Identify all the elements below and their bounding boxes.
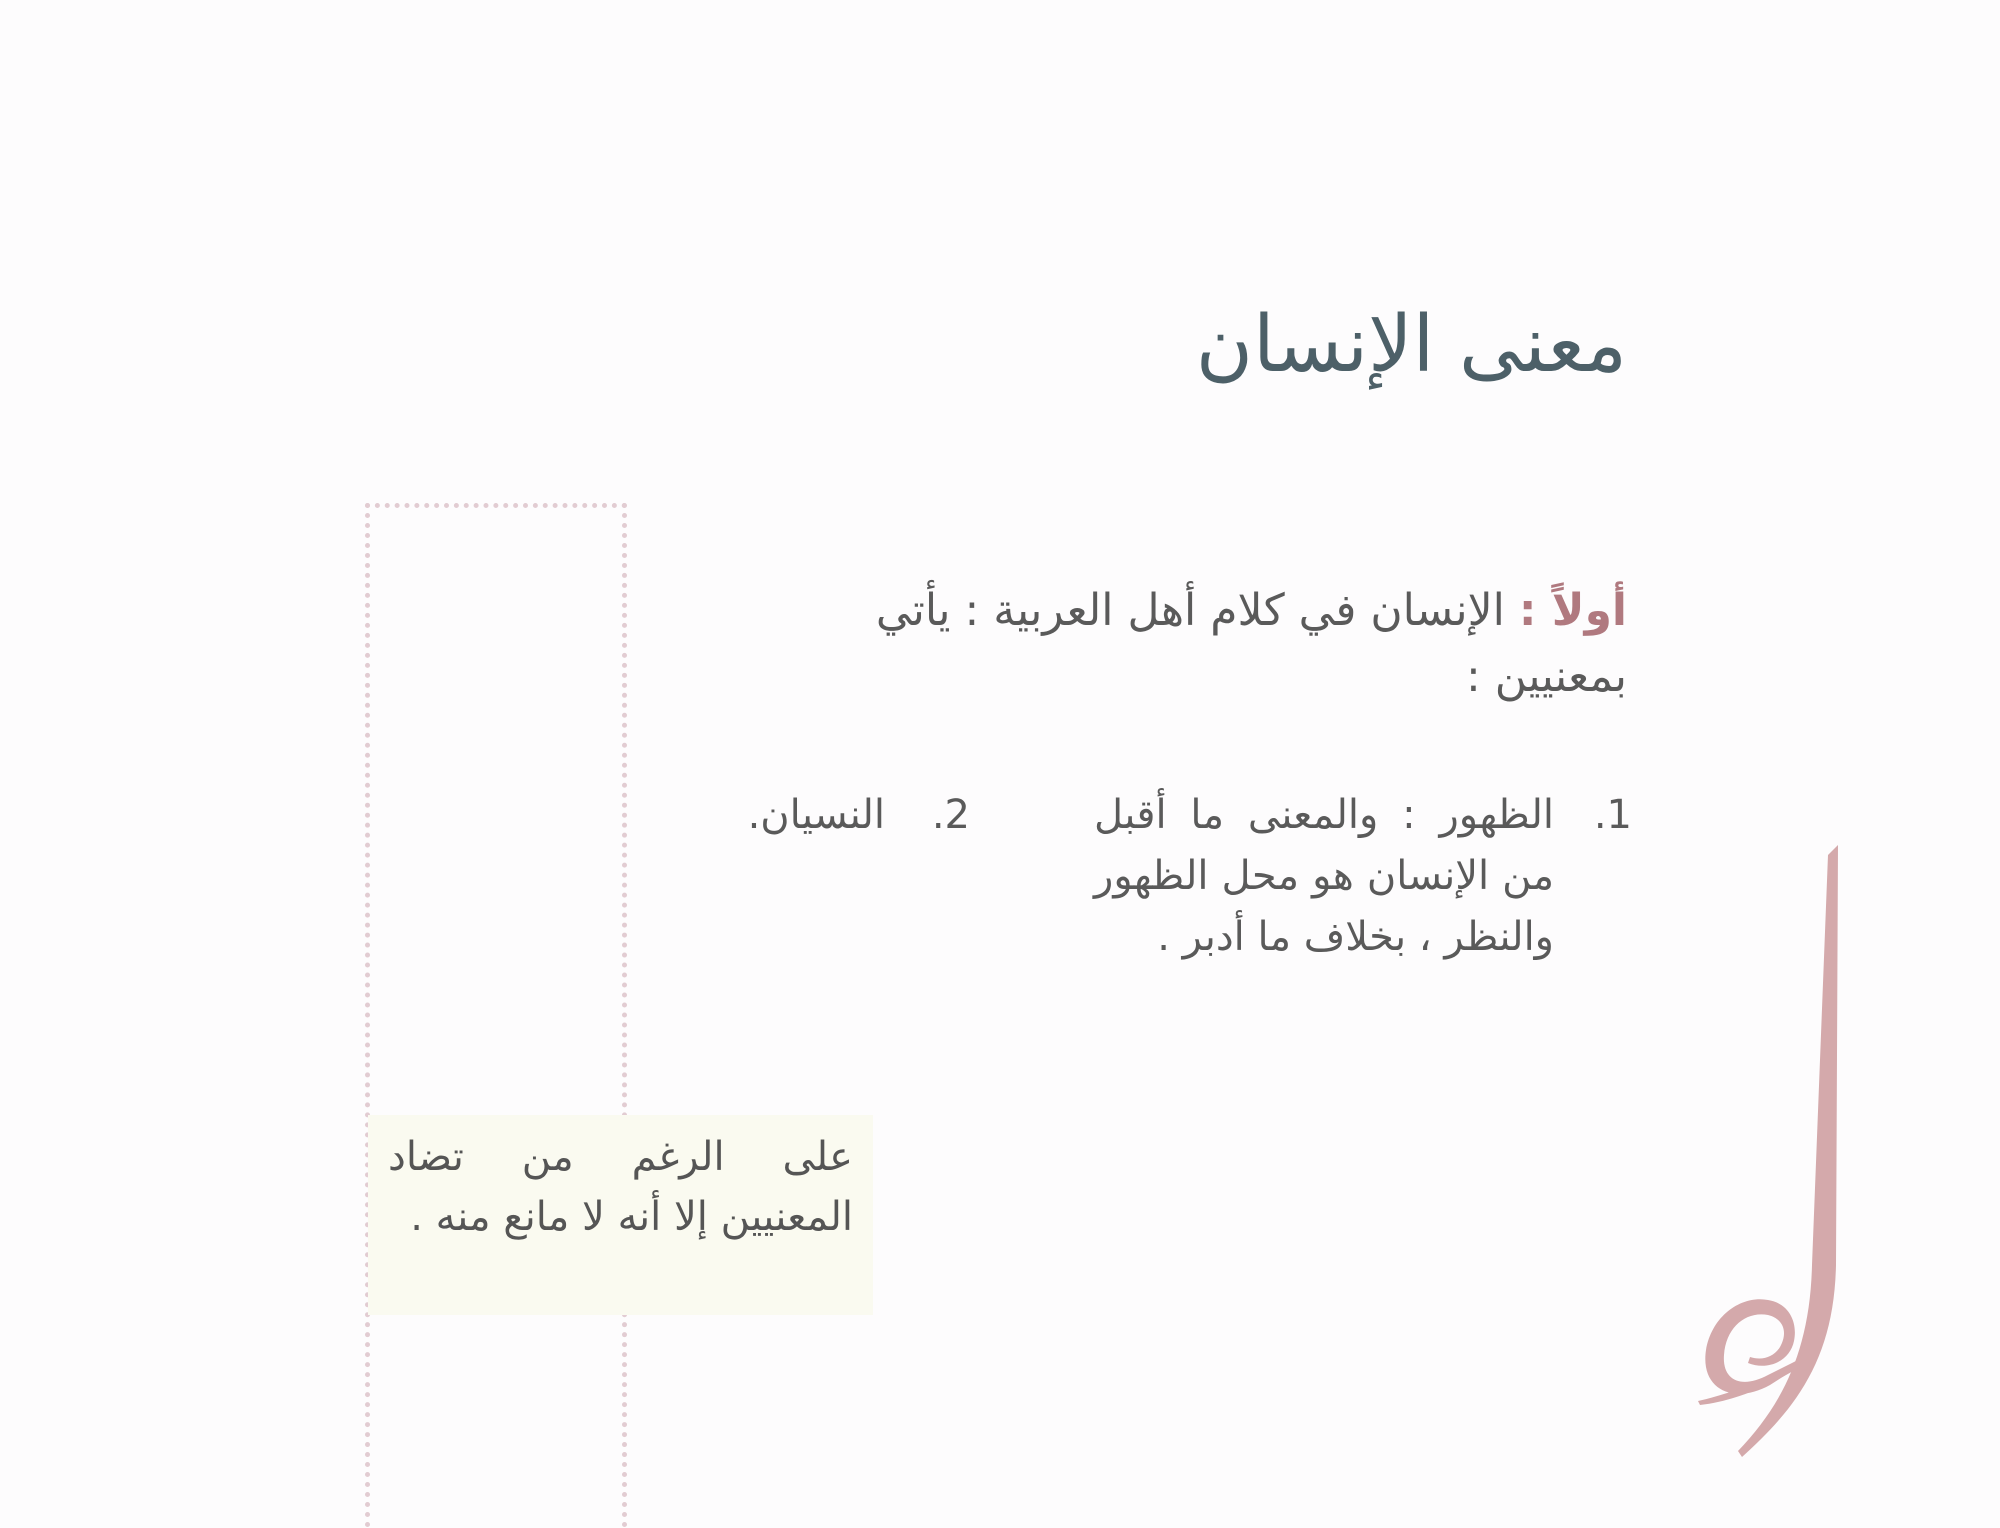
list-item-1-number: 1. — [1593, 792, 1632, 838]
list-item-2 — [720, 785, 970, 855]
intro-text: الإنسان في كلام أهل العربية : يأتي بمعنيين : — [875, 585, 1627, 702]
list-item-2-number: 2. — [931, 792, 970, 838]
intro-paragraph — [827, 578, 1627, 710]
list-item-1-text: الظهور : والمعنى ما أقبل من الإنسان هو محل الظهور والنظر ، بخلاف ما أدبر . — [1094, 792, 1554, 960]
list-item-2-text: النسيان. — [747, 792, 885, 838]
intro-lead: أولاً : — [1518, 585, 1627, 636]
list-item-1 — [1094, 785, 1632, 1045]
slide-title: معنى الإنسان — [1195, 300, 1627, 390]
note-box: على الرغم من تضاد المعنيين إلا أنه لا مانع منه . — [368, 1115, 873, 1315]
dotted-frame — [365, 503, 627, 1528]
calligraphy-ornament-icon — [1650, 845, 1850, 1465]
